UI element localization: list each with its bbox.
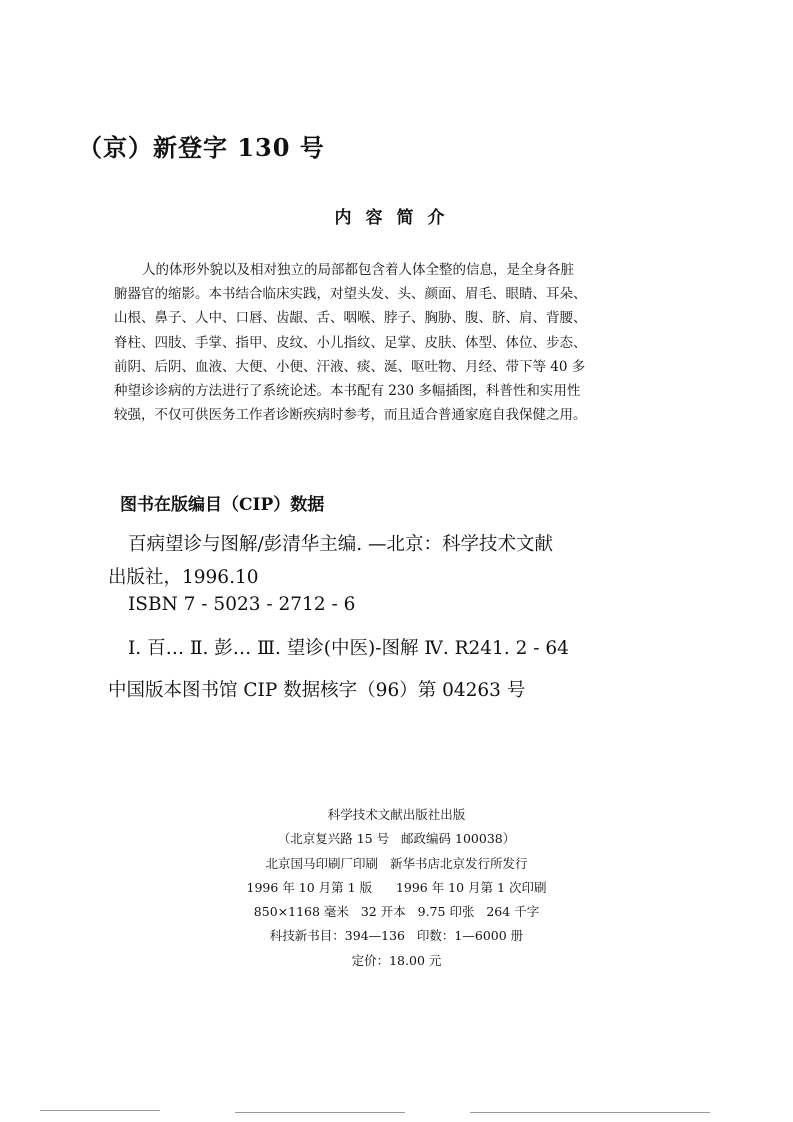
colophon-price: 定价：18.00 元 [351,952,442,968]
colophon [0,803,793,973]
cip-classification: Ⅰ. 百… Ⅱ. 彭… Ⅲ. 望诊(中医)-图解 Ⅳ. R241. 2 - 64 [128,638,569,659]
cip-publisher-line: 出版社，1996.10 [108,567,259,588]
summary-body [114,258,654,427]
cip-isbn: ISBN 7 - 5023 - 2712 - 6 [128,594,356,615]
summary-line: 种望诊诊病的方法进行了系统论述。本书配有 230 多幅插图，科普性和实用性 [114,383,581,400]
summary-line: 山根、鼻子、人中、口唇、齿龈、舌、咽喉、脖子、胸胁、腹、脐、肩、背腰、 [114,310,587,327]
scan-artifact-line [235,1112,405,1113]
colophon-address: （北京复兴路 15 号 邮政编码 100038） [277,831,516,847]
summary-line: 人的体形外貌以及相对独立的局部都包含着人体全整的信息，是全身各脏 [142,262,574,278]
cip-bibliographic-line: 百病望诊与图解/彭清华主编. —北京：科学技术文献 [128,534,553,555]
summary-heading: 内容简介 [334,208,459,228]
colophon-publisher: 科学技术文献出版社出版 [327,807,466,822]
scan-artifact-line [470,1112,710,1113]
colophon-printer: 北京国马印刷厂印刷 新华书店北京发行所发行 [265,855,528,871]
summary-line: 前阴、后阴、血液、大便、小便、汗液、痰、涎、呕吐物、月经、带下等 40 多 [114,358,586,375]
scan-artifact-line [40,1110,160,1111]
cip-title: 图书在版编目（CIP）数据 [120,495,325,515]
colophon-book-number: 科技新书目：394—136 印数：1—6000 册 [269,928,524,944]
summary-line: 腑器官的缩影。本书结合临床实践，对望头发、头、颜面、眉毛、眼睛、耳朵、 [114,286,587,303]
registration-number: （京）新登字 130 号 [78,133,325,162]
summary-line: 脊柱、四肢、手掌、指甲、皮纹、小儿指纹、足掌、皮肤、体型、体位、步态、 [114,334,587,351]
colophon-edition: 1996 年 10 月第 1 版 1996 年 10 月第 1 次印刷 [246,879,547,895]
summary-line: 较强，不仅可供医务工作者诊断疾病时参考，而且适合普通家庭自我保健之用。 [114,407,587,424]
colophon-format: 850×1168 毫米 32 开本 9.75 印张 264 千字 [253,904,540,920]
cip-record-number: 中国版本图书馆 CIP 数据核字（96）第 04263 号 [108,680,526,701]
